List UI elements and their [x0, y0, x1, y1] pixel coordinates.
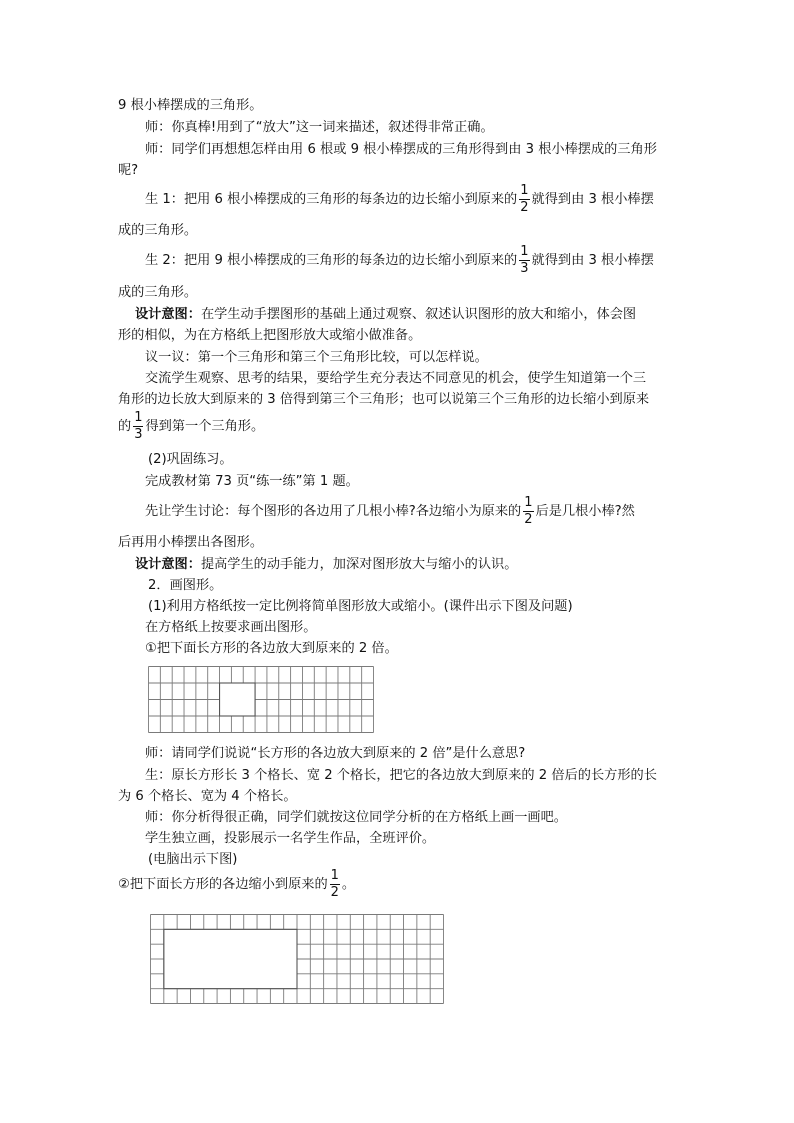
- text-line-19: [135, 556, 517, 574]
- text-line-2: 师：你真棒!用到了“放大”这一词来描述，叙述得非常正确。: [145, 120, 494, 135]
- fraction-one-half: [330, 869, 340, 900]
- fraction-numerator: 1: [134, 409, 143, 425]
- fraction-denominator: 2: [330, 884, 339, 900]
- text-line-9: [135, 306, 636, 324]
- design-intent-label: 设计意图：: [135, 557, 201, 572]
- rectangle-shape: [220, 683, 256, 716]
- text-line-26: 为 6 个格长、宽为 4 个格长。: [118, 789, 297, 804]
- text-segment: 生 1：把用 6 根小棒摆成的三角形的每条边的边长缩小到原来的: [145, 192, 518, 207]
- text-line-13: 角形的边长放大到原来的 3 倍得到第三个三角形；也可以说第三个三角形的边长缩小到原来: [118, 392, 650, 407]
- text-line-7: [145, 244, 654, 278]
- text-line-6: 成的三角形。: [118, 223, 198, 238]
- fraction-one-half: [519, 184, 529, 215]
- rectangle-shape: [164, 929, 297, 988]
- text-line-20: 2．画图形。: [148, 578, 223, 593]
- text-segment: 的: [118, 419, 132, 434]
- text-segment: 生 2：把用 9 根小棒摆成的三角形的每条边的边长缩小到原来的: [145, 253, 518, 268]
- text-line-28: 学生独立画，投影展示一名学生作品，全班评价。: [145, 831, 436, 846]
- text-line-27: 师：你分析得很正确，同学们就按这位同学分析的在方格纸上画一画吧。: [145, 810, 567, 825]
- text-line-17: [145, 495, 635, 529]
- text-line-15: (2)巩固练习。: [148, 452, 233, 467]
- fraction-numerator: 1: [524, 494, 533, 510]
- text-line-14: [118, 410, 264, 444]
- text-line-22: 在方格纸上按要求画出图形。: [145, 620, 317, 635]
- text-line-23: ①把下面长方形的各边放大到原来的 2 倍。: [145, 641, 398, 656]
- fraction-one-third: [133, 411, 143, 442]
- fraction-denominator: 3: [134, 426, 143, 442]
- text-segment: 。: [341, 877, 356, 892]
- fraction-numerator: 1: [330, 867, 339, 883]
- fraction-numerator: 1: [520, 243, 529, 259]
- text-line-4: 呢?: [118, 163, 139, 178]
- grid-paper-shrink: [150, 914, 444, 1004]
- text-segment: 在学生动手摆图形的基础上通过观察、叙述认识图形的放大和缩小，体会图: [200, 307, 637, 322]
- fraction-one-third: [519, 245, 529, 276]
- text-line-29: (电脑出示下图): [148, 852, 238, 867]
- grid-paper-enlarge: [148, 666, 374, 733]
- fraction-denominator: 3: [520, 260, 529, 276]
- design-intent-label: 设计意图：: [135, 307, 201, 322]
- text-segment: 后是几根小棒?然: [535, 504, 635, 519]
- text-line-30: [118, 868, 355, 902]
- text-line-12: 交流学生观察、思考的结果，要给学生充分表达不同意见的机会，使学生知道第一个三: [145, 371, 647, 386]
- text-line-1: 9 根小棒摆成的三角形。: [118, 98, 263, 113]
- fraction-one-half: [523, 496, 533, 527]
- text-line-21: (1)利用方格纸按一定比例将简单图形放大或缩小。(课件出示下图及问题): [148, 599, 573, 614]
- text-segment: ②把下面长方形的各边缩小到原来的: [118, 877, 328, 892]
- text-segment: 先让学生讨论：每个图形的各边用了几根小棒?各边缩小为原来的: [145, 504, 522, 519]
- text-segment: 提高学生的动手能力，加深对图形放大与缩小的认识。: [200, 557, 518, 572]
- text-line-25: 生：原长方形长 3 个格长、宽 2 个格长，把它的各边放大到原来的 2 倍后的长方形的长: [145, 768, 657, 783]
- text-line-18: 后再用小棒摆出各图形。: [118, 535, 264, 550]
- text-segment: 得到第一个三角形。: [145, 419, 265, 434]
- text-line-8: 成的三角形。: [118, 285, 198, 300]
- fraction-denominator: 2: [524, 511, 533, 527]
- fraction-denominator: 2: [520, 199, 529, 215]
- text-segment: 就得到由 3 根小棒摆: [531, 253, 654, 268]
- text-line-5: [145, 183, 654, 217]
- fraction-numerator: 1: [520, 182, 529, 198]
- text-segment: 就得到由 3 根小棒摆: [531, 192, 654, 207]
- text-line-10: 形的相似，为在方格纸上把图形放大或缩小做准备。: [118, 328, 422, 343]
- text-line-3: 师：同学们再想想怎样由用 6 根或 9 根小棒摆成的三角形得到由 3 根小棒摆成的三角形: [145, 142, 657, 157]
- text-line-16: 完成教材第 73 页“练一练”第 1 题。: [145, 474, 359, 489]
- text-line-24: 师：请同学们说说“长方形的各边放大到原来的 2 倍”是什么意思?: [145, 746, 526, 761]
- text-line-11: 议一议：第一个三角形和第三个三角形比较，可以怎样说。: [145, 350, 488, 365]
